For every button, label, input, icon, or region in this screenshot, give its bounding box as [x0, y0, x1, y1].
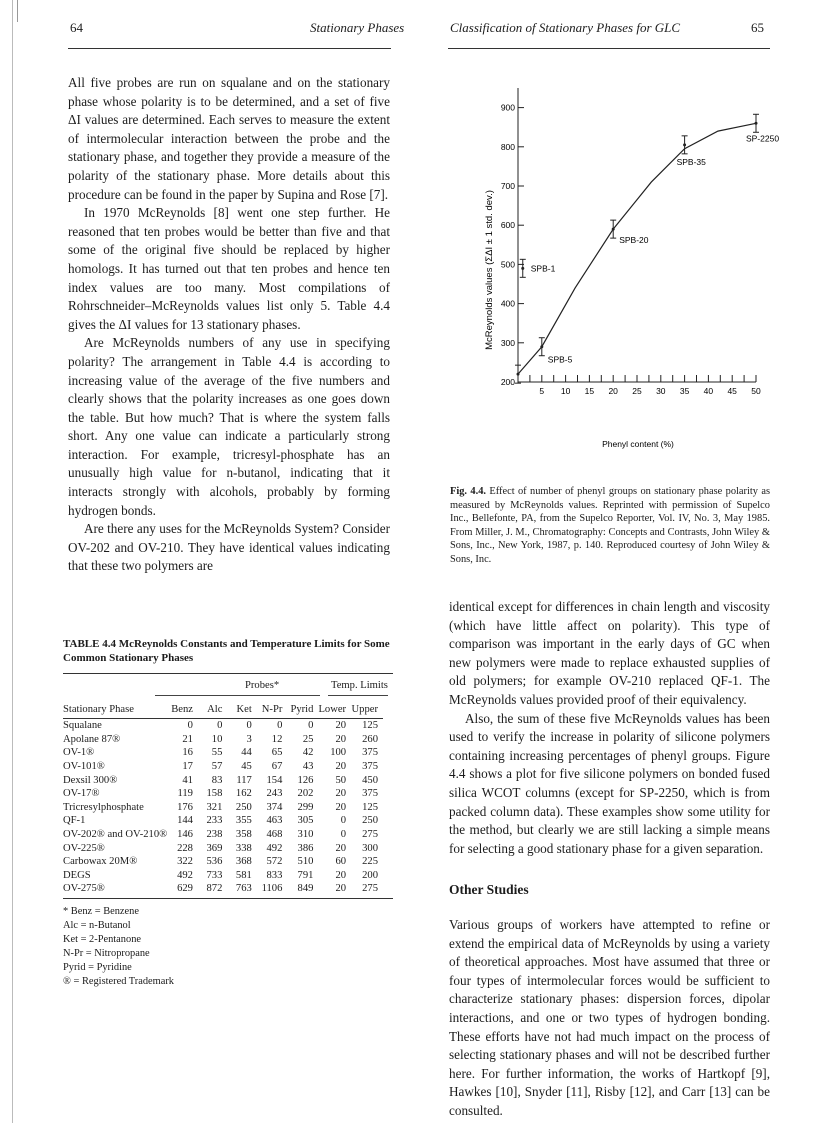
row-value: 510 — [297, 856, 314, 868]
y-tick-label: 600 — [500, 220, 515, 231]
row-value: 42 — [302, 747, 314, 759]
table-body — [63, 719, 383, 896]
row-value: 0 — [187, 720, 193, 732]
paragraph-1: All five probes are run on squalane and on the stationary phase whose polarity is to be determined, and a set of five ΔI values are determined. Each serves to measure the extent of intermolecular interaction between the probe and the stationary phase, and together they provide a measure of the polarity of the stationary phase. More details about this procedure can be found in the paper by Supina and Rose [7]. — [68, 75, 390, 202]
row-value: 1106 — [261, 883, 283, 895]
row-value: 144 — [177, 815, 193, 827]
row-value: 374 — [266, 801, 283, 813]
row-value: 0 — [217, 720, 223, 732]
table-caption — [63, 637, 393, 665]
row-value: 50 — [335, 774, 347, 786]
row-value: 572 — [266, 856, 283, 868]
table-row — [63, 760, 383, 774]
row-value: 733 — [206, 869, 223, 881]
row-value: 0 — [308, 720, 314, 732]
row-phase-name: OV-1® — [63, 747, 95, 759]
x-axis-label: Phenyl content (%) — [602, 439, 674, 449]
right-header-rule — [448, 48, 770, 49]
x-tick-label: 40 — [703, 386, 714, 396]
row-value: 468 — [266, 829, 283, 841]
row-value: 375 — [362, 788, 378, 800]
row-value: 0 — [340, 829, 347, 841]
row-value: 369 — [206, 842, 223, 854]
y-tick-label: 900 — [500, 102, 515, 113]
row-phase-name: Carbowax 20M® — [63, 856, 138, 868]
group-temp: Temp. Limits — [331, 680, 388, 691]
table-label: TABLE 4.4 — [63, 638, 116, 650]
table-bottom-rule — [63, 898, 393, 899]
row-value: 176 — [177, 801, 193, 813]
x-tick-label: 45 — [727, 386, 737, 396]
table-header-row — [63, 700, 383, 719]
mcreynolds-table — [63, 700, 383, 896]
row-value: 20 — [335, 869, 347, 881]
point-label: SPB-35 — [676, 156, 706, 167]
row-value: 492 — [177, 869, 193, 881]
table-row — [63, 828, 383, 842]
row-phase-name: Apolane 87® — [63, 733, 121, 745]
table-row — [63, 869, 383, 883]
data-point — [517, 373, 520, 376]
row-value: 20 — [335, 788, 347, 800]
y-tick-label: 500 — [500, 259, 515, 270]
row-value: 450 — [362, 774, 378, 786]
table-row — [63, 801, 383, 815]
col-header: Stationary Phase — [63, 703, 134, 715]
row-phase-name: QF-1 — [63, 815, 86, 827]
paragraph-3: Are McReynolds numbers of any use in specifying polarity? The arrangement in Table 4.4 is according to increasing value of the average of the five numbers and clearly shows that the polarity increases as one goes down the table. But how much? That is where the system falls short. Any one value can indicate a particularly strong interaction. For example, tricresyl-phosphate has an unusually high value for n-butanol, indicating that it interacts strongly with alcohols, probably by forming hydrogen bonds. — [68, 335, 390, 518]
table-row — [63, 814, 383, 828]
row-value: 250 — [235, 801, 252, 813]
row-value: 321 — [206, 801, 223, 813]
row-value: 119 — [177, 788, 193, 800]
paragraph-4: Are there any uses for the McReynolds System? Consider OV-202 and OV-210. They have identical values indicating that these two polymers are — [68, 521, 390, 574]
row-value: 299 — [297, 801, 314, 813]
row-value: 20 — [335, 842, 347, 854]
row-value: 67 — [271, 761, 283, 773]
row-value: 3 — [246, 733, 252, 745]
row-value: 202 — [297, 788, 314, 800]
table-row — [63, 773, 383, 787]
data-point — [521, 267, 524, 270]
row-value: 275 — [362, 883, 378, 895]
table-title: McReynolds Constants and Temperature Limits for Some Common Stationary Phases — [63, 638, 390, 664]
point-label: SPB-1 — [530, 263, 556, 274]
right-body-text-bottom — [449, 916, 770, 1121]
table-row — [63, 882, 383, 896]
group-probes: Probes* — [245, 680, 280, 691]
x-tick-label: 20 — [608, 386, 618, 396]
figure-4-4-chart — [452, 70, 780, 470]
row-phase-name: DEGS — [63, 869, 91, 881]
row-value: 125 — [362, 720, 378, 732]
row-value: 250 — [362, 815, 378, 827]
row-value: 305 — [297, 815, 314, 827]
y-axis-label: McReynolds values (ΣΔI ± 1 std. dev.) — [484, 190, 495, 350]
y-tick-label: 700 — [500, 181, 515, 191]
table-group-headers — [63, 674, 393, 700]
y-tick-label: 300 — [500, 337, 515, 348]
row-value: 126 — [297, 774, 314, 786]
right-body-text-top — [449, 598, 770, 858]
y-tick-label: 800 — [500, 141, 515, 152]
paragraph-5: identical except for differences in chain length and viscosity (which have little affect on polarity). This type of comparison was important in the early days of GC when new polymers were made to replace exhausted supplies of old polymers; for example OV-210 replaced QF-1. The McReynolds values provided proof of their equivalency. — [449, 599, 770, 707]
row-value: 0 — [340, 815, 347, 827]
row-phase-name: OV-101® — [63, 761, 105, 773]
col-header: N-Pr — [261, 703, 283, 715]
row-value: 375 — [362, 761, 378, 773]
row-value: 41 — [182, 774, 193, 786]
footnote: Alc = n-Butanol — [63, 919, 131, 931]
col-header: Alc — [207, 703, 223, 715]
row-value: 44 — [241, 747, 252, 759]
y-tick-label: 200 — [500, 377, 515, 387]
row-value: 21 — [182, 733, 193, 745]
row-value: 100 — [330, 747, 347, 759]
row-value: 57 — [211, 761, 223, 773]
row-value: 20 — [335, 720, 347, 732]
row-phase-name: OV-202® and OV-210® — [63, 829, 168, 841]
row-value: 60 — [335, 856, 347, 868]
row-value: 581 — [235, 869, 252, 881]
col-header: Upper — [351, 703, 378, 715]
row-value: 338 — [235, 842, 252, 854]
row-value: 200 — [362, 869, 378, 881]
row-value: 43 — [302, 761, 314, 773]
left-body-text — [68, 74, 390, 576]
row-value: 20 — [335, 801, 347, 813]
row-value: 0 — [277, 720, 283, 732]
row-value: 154 — [266, 774, 283, 786]
row-value: 463 — [266, 815, 283, 827]
row-value: 146 — [177, 829, 193, 841]
row-phase-name: Squalane — [63, 720, 102, 732]
row-value: 260 — [362, 733, 378, 745]
row-value: 310 — [297, 829, 314, 841]
right-page-number: 65 — [751, 20, 764, 35]
row-value: 83 — [211, 774, 223, 786]
row-value: 16 — [182, 747, 193, 759]
left-header-rule — [68, 48, 391, 49]
row-value: 228 — [177, 842, 193, 854]
paragraph-6: Also, the sum of these five McReynolds values has been used to verify the increase in polarity of silicone polymers containing increasing percentages of phenyl groups. Figure 4.4 shows a plot for five silicone polymers on bonded fused silica WCOT columns (except for SP-2250, which is from packed column data). These examples show some utility for the method, but clearly we are still lacking a simple means for selecting a good stationary phase for a given separation. — [449, 710, 770, 856]
row-value: 386 — [297, 842, 314, 854]
footnote: Ket = 2-Pentanone — [63, 933, 141, 945]
row-value: 300 — [362, 842, 378, 854]
x-tick-label: 15 — [584, 386, 595, 396]
row-value: 872 — [206, 883, 223, 895]
row-value: 162 — [235, 788, 252, 800]
row-value: 375 — [362, 747, 378, 759]
paragraph-2: In 1970 McReynolds [8] went one step further. He reasoned that ten probes would be better than five and that some of the original five should be replaced by higher homologs. It has turned out that ten probes and hence ten index values are too many. Most compilations of Rohrschneider–McReynolds values list only 5. Table 4.4 gives the ΔI values for 13 stationary phases. — [68, 205, 390, 332]
row-phase-name: Tricresylphosphate — [63, 801, 144, 813]
row-value: 536 — [206, 856, 223, 868]
paragraph-7: Various groups of workers have attempted to refine or extend the empirical data of McReynolds by using a variety of theoretical approaches. Most have assumed that three or four types of intermolecular forces would be sufficient to characterize stationary phases: dispersion forces, dipolar interactions, and one or two types of hydrogen bonding. These efforts have not had much impact on the process of selecting stationary phases and will not be described further here. For further information, the works of Hartkopf [9], Hawkes [10], Snyder [11], Risby [12], and Carr [13] can be consulted. — [449, 917, 770, 1118]
row-value: 158 — [206, 788, 223, 800]
footnote: N-Pr = Nitropropane — [63, 947, 150, 959]
row-value: 55 — [211, 747, 223, 759]
row-phase-name: OV-225® — [63, 842, 105, 854]
x-tick-label: 50 — [751, 386, 761, 396]
row-phase-name: OV-17® — [63, 788, 100, 800]
row-value: 629 — [177, 883, 193, 895]
table-row — [63, 746, 383, 760]
table-row — [63, 841, 383, 855]
row-value: 492 — [266, 842, 283, 854]
row-value: 225 — [362, 856, 378, 868]
row-value: 20 — [335, 761, 347, 773]
figure-caption-text: Effect of number of phenyl groups on stationary phase polarity as measured by McReynolds values. Reprinted with permission of Supelco Inc., Bellefonte, PA, from the Supelco Reporter, Vol. IV, No. 3, May 1985. From Miller, J. M., Chromatography: Concepts and Contrasts, John Wiley & Sons, Inc., New York, 1987, p. 140. Reproduced courtesy of John Wiley & Sons, Inc. — [450, 486, 770, 565]
row-value: 0 — [246, 720, 252, 732]
table-row — [63, 787, 383, 801]
y-tick-label: 400 — [500, 298, 515, 309]
table-footnotes — [63, 905, 393, 989]
data-point — [755, 122, 758, 125]
row-value: 368 — [235, 856, 252, 868]
row-value: 20 — [335, 733, 347, 745]
row-value: 25 — [302, 733, 314, 745]
x-tick-label: 5 — [539, 386, 545, 396]
series-curve — [518, 123, 756, 374]
table-row — [63, 719, 383, 733]
row-phase-name: Dexsil 300® — [63, 774, 118, 786]
row-value: 358 — [235, 829, 252, 841]
col-header: Ket — [236, 703, 252, 715]
data-point — [683, 143, 686, 146]
row-value: 233 — [206, 815, 223, 827]
table-row — [63, 855, 383, 869]
col-header: Benz — [171, 703, 193, 715]
data-point — [540, 345, 543, 348]
x-tick-label: 30 — [656, 386, 666, 396]
row-value: 238 — [206, 829, 223, 841]
row-value: 355 — [235, 815, 252, 827]
col-header: Pyrid — [290, 703, 314, 715]
footnote: ® = Registered Trademark — [63, 975, 175, 987]
table-block — [63, 637, 393, 989]
row-value: 275 — [362, 829, 378, 841]
x-tick-label: 35 — [679, 386, 690, 396]
row-value: 10 — [211, 733, 223, 745]
figure-caption — [450, 485, 770, 566]
point-label: SPB-20 — [619, 235, 649, 246]
row-value: 125 — [362, 801, 378, 813]
point-label: SPB-5 — [547, 354, 573, 365]
data-point — [612, 228, 615, 231]
row-value: 849 — [297, 883, 314, 895]
x-tick-label: 25 — [632, 386, 642, 396]
figure-caption-label: Fig. 4.4. — [450, 486, 486, 497]
gutter-line — [12, 0, 13, 1123]
row-value: 17 — [182, 761, 193, 773]
row-value: 763 — [235, 883, 252, 895]
table-row — [63, 733, 383, 747]
row-value: 20 — [335, 883, 347, 895]
row-value: 117 — [236, 774, 252, 786]
row-value: 243 — [266, 788, 283, 800]
left-running-head: Stationary Phases — [310, 20, 405, 35]
gutter-mark — [17, 0, 18, 22]
col-header: Lower — [318, 703, 347, 715]
row-value: 833 — [266, 869, 283, 881]
chart-marks — [515, 114, 779, 383]
left-page-number: 64 — [70, 20, 83, 35]
row-phase-name: OV-275® — [63, 883, 105, 895]
row-value: 45 — [241, 761, 252, 773]
row-value: 12 — [271, 733, 283, 745]
x-tick-label: 10 — [560, 386, 571, 396]
row-value: 65 — [271, 747, 283, 759]
footnote: * Benz = Benzene — [63, 905, 139, 917]
row-value: 791 — [297, 869, 314, 881]
right-running-head: Classification of Stationary Phases for GLC — [450, 20, 681, 35]
point-label: SP-2250 — [746, 133, 780, 144]
row-value: 322 — [177, 856, 193, 868]
section-heading: Other Studies — [449, 882, 529, 897]
footnote: Pyrid = Pyridine — [63, 961, 132, 973]
